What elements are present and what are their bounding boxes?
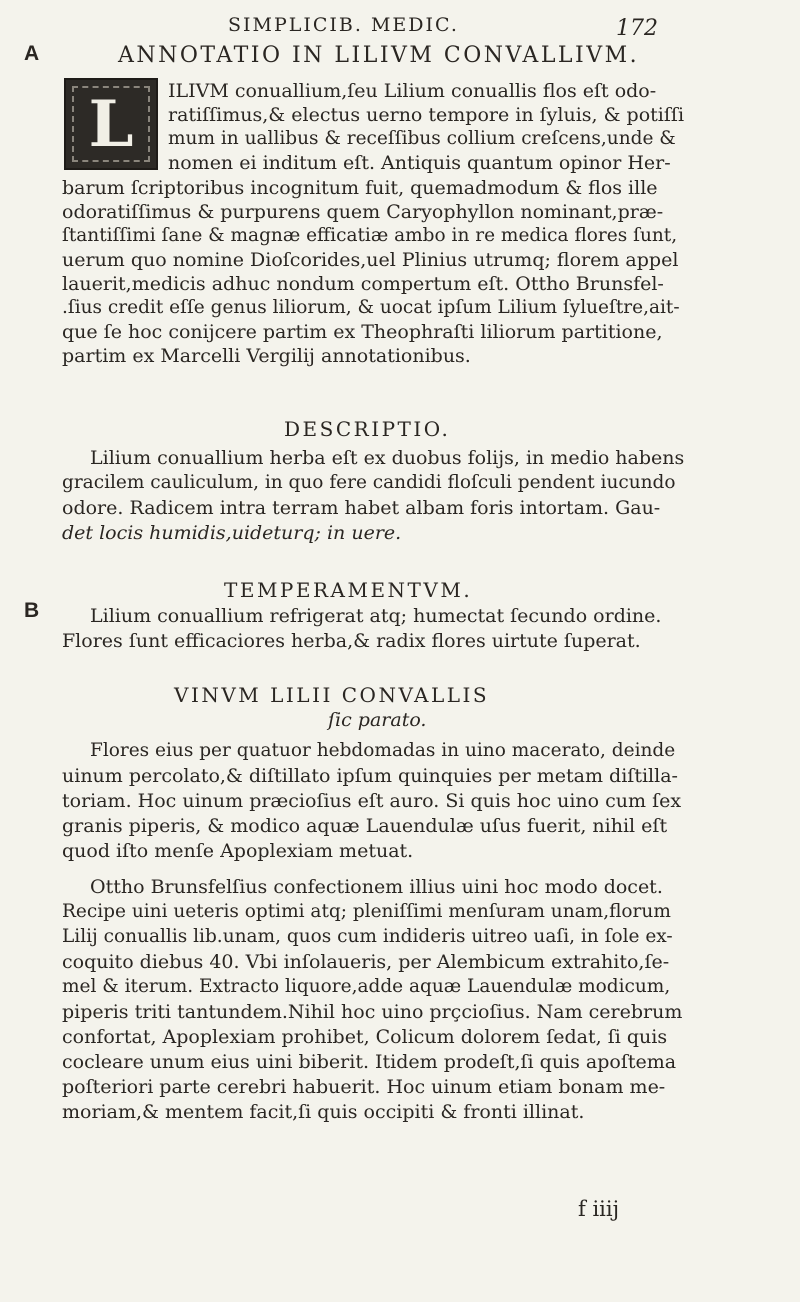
text-line: uerum quo nomine Dioſcorides,uel Plinius utrumq; florem appel [62,249,679,271]
running-head-title: SIMPLICIB. MEDIC. [228,14,459,36]
text-line: confortat, Apoplexiam prohibet, Colicum dolorem ſedat, ſi quis [62,1026,668,1048]
text-line: Lilij conuallis lib.unam, quos cum indideris uitreo uaſi, in ſole ex- [62,926,673,947]
text-line: gracilem cauliculum, in quo fere candidi floſculi pendent iucundo [62,472,676,493]
text-line: lauerit,medicis adhuc nondum compertum eſt. Ottho Brunsfel- [62,273,664,295]
running-head [0,10,800,44]
text-line: granis piperis, & modico aquæ Lauendulæ uſus fuerit, nihil eſt [62,815,668,837]
page-title: ANNOTATIO IN LILIVM CONVALLIVM. [118,43,640,68]
page-number: 172 [616,16,658,41]
text-line: quod iſto menſe Apoplexiam metuat. [62,840,414,862]
margin-letter-b: B [24,599,40,622]
text-line: uinum percolato,& diſtillato ipſum quinquies per metam diſtilla- [62,765,678,787]
text-line: mel & iterum. Extracto liquore,adde aquæ Lauendulæ modicum, [62,976,671,997]
section-heading: DESCRIPTIO. [284,417,451,441]
text-line: barum ſcriptoribus incognitum fuit, quemadmodum & flos ille [62,177,658,199]
text-line: Recipe uini ueteris optimi atq; pleniſſimi menſuram unam,florum [62,901,671,922]
decorated-initial [64,78,158,170]
text-line: piperis triti tantundem.Nihil hoc uino prçcioſius. Nam cerebrum [62,1001,683,1023]
text-line: Flores ſunt efficaciores herba,& radix flores uirtute ſuperat. [62,630,641,652]
initial-letter: L [88,86,134,162]
text-line: ſtantiſſimi ſane & magnæ efficatiæ ambo in re medica flores ſunt, [62,225,678,246]
text-line: cocleare unum eius uini biberit. Itidem prodeſt,ſi quis apoſtema [62,1051,677,1073]
signature-mark: f iiij [578,1197,620,1221]
text-line: Flores eius per quatuor hebdomadas in uino macerato, deinde [90,740,676,761]
text-line: .ſius credit eſſe genus liliorum, & uocat ipſum Lilium ſylueſtre,ait- [62,297,680,318]
text-line: toriam. Hoc uinum præcioſius eſt auro. Si quis hoc uino cum ſex [62,790,682,812]
section-heading: TEMPERAMENTVM. [224,578,473,602]
text-line: coquito diebus 40. Vbi inſolaueris, per Alembicum extrahito,ſe- [62,951,670,973]
text-line: ratiſſimus,& electus uerno tempore in ſyluis, & potiſſi [168,104,685,126]
text-line: moriam,& mentem facit,ſi quis occipiti & fronti illinat. [62,1101,585,1123]
text-line: det locis humidis,uideturq; in uere. [62,522,402,544]
text-line: odoratiſſimus & purpurens quem Caryophyllon nominant,præ- [62,201,664,223]
text-line: partim ex Marcelli Vergilij annotationibus. [62,345,471,367]
section-heading: VINVM LILII CONVALLIS [174,683,490,707]
text-line: Lilium conuallium refrigerat atq; humectat ſecundo ordine. [90,605,662,627]
text-line: mum in uallibus & receſſibus collium creſcens,unde & [168,128,676,149]
section-subheading: ſic parato. [328,709,427,731]
text-line: poſteriori parte cerebri habuerit. Hoc uinum etiam bonam me- [62,1076,666,1098]
text-line: que ſe hoc conijcere partim ex Theophraſti liliorum partitione, [62,321,663,343]
text-line: odore. Radicem intra terram habet albam foris intortam. Gau- [62,497,661,519]
text-line: nomen ei inditum eſt. Antiquis quantum opinor Her- [168,152,671,174]
margin-letter-a: A [24,42,40,65]
text-line: ILIVM conuallium,ſeu Lilium conuallis flos eſt odo- [168,80,657,102]
text-line: Lilium conuallium herba eſt ex duobus folijs, in medio habens [90,447,685,469]
text-line: Ottho Brunsfelſius confectionem illius uini hoc modo docet. [90,876,663,898]
